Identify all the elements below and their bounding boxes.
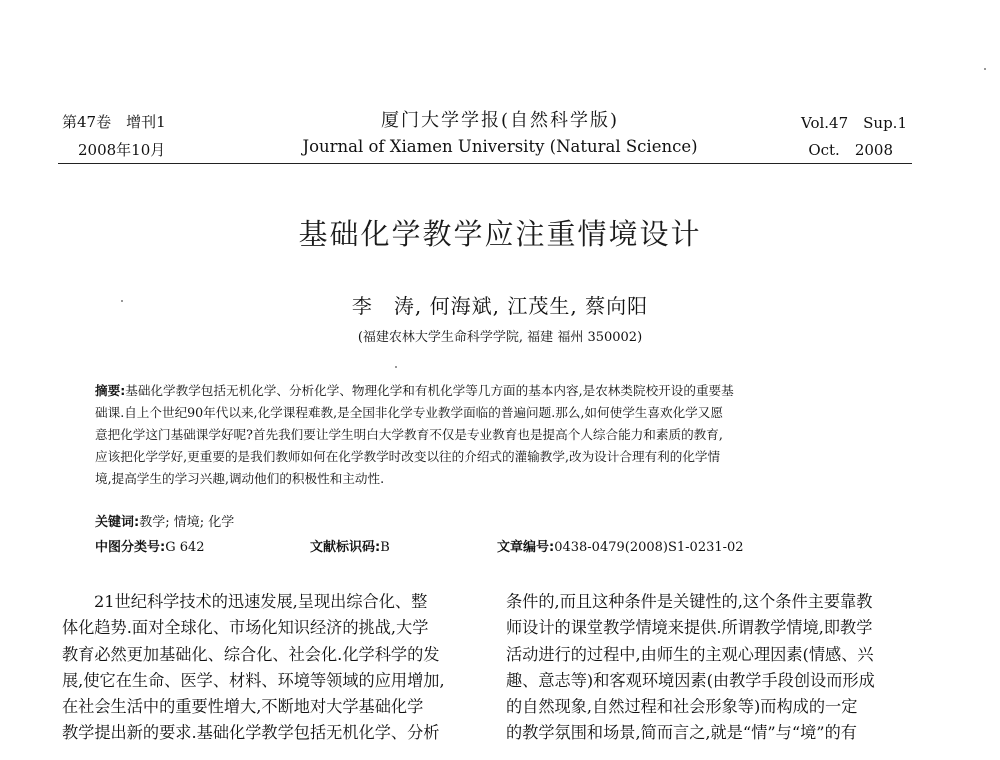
- scan-speck: [984, 68, 986, 70]
- abstract-line: 应该把化学学好,更重要的是我们教师如何在化学教学时改变以往的介绍式的灌输教学,改为设计合理有利的化学情: [95, 449, 721, 464]
- article-number-value: 0438-0479(2008)S1-0231-02: [554, 540, 744, 555]
- body-line: 展,使它在生命、医学、材料、环境等领域的应用增加,: [62, 670, 445, 690]
- article-number: [497, 536, 744, 555]
- body-right-column: [506, 589, 910, 747]
- clc-label: 中图分类号:: [95, 540, 166, 555]
- clc-number: [95, 536, 205, 555]
- article-title: 基础化学教学应注重情境设计: [298, 217, 702, 251]
- journal-date-en: Oct. 2008: [808, 141, 893, 159]
- body-line: 体化趋势.面对全球化、市场化知识经济的挑战,大学: [62, 618, 429, 638]
- scan-speck: [395, 366, 397, 368]
- journal-name-en: Journal of Xiamen University (Natural Science): [302, 137, 698, 156]
- abstract-line: 摘要:基础化学教学包括无机化学、分析化学、物理化学和有机化学等几方面的基本内容,是农林类院校开设的重要基: [95, 383, 734, 398]
- clc-value: G 642: [165, 540, 205, 555]
- abstract: [95, 380, 897, 490]
- document-code-value: B: [380, 540, 390, 555]
- journal-date-cn: 2008年10月: [78, 141, 166, 159]
- abstract-line: 础课.自上个世纪90年代以来,化学课程难教,是全国非化学专业教学面临的普遍问题.那么,如何使学生喜欢化学又愿: [95, 405, 723, 420]
- body-line: 的教学氛围和场景,简而言之,就是“情”与“境”的有: [506, 723, 857, 743]
- header-rule: [58, 163, 912, 164]
- journal-volume-en: Vol.47 Sup.1: [801, 114, 907, 132]
- body-line: 教学提出新的要求.基础化学教学包括无机化学、分析: [62, 723, 440, 743]
- abstract-label: 摘要:: [95, 383, 126, 398]
- body-line: 活动进行的过程中,由师生的主观心理因素(情感、兴: [506, 644, 874, 664]
- keywords-label: 关键词:: [95, 515, 140, 530]
- body-line: 条件的,而且这种条件是关键性的,这个条件主要靠教: [506, 592, 873, 611]
- document-code: [310, 536, 390, 555]
- journal-name-cn: 厦门大学学报(自然科学版): [380, 110, 620, 131]
- body-line: 趣、意志等)和客观环境因素(由教学手段创设而形成: [506, 670, 875, 690]
- scan-speck: [121, 300, 123, 302]
- body-line: 的自然现象,自然过程和社会形象等)而构成的一定: [506, 697, 858, 717]
- body-left-column: [62, 589, 466, 747]
- body-line: 教育必然更加基础化、综合化、社会化.化学科学的发: [62, 644, 440, 664]
- article-authors: 李 涛, 何海斌, 江茂生, 蔡向阳: [351, 294, 649, 318]
- article-affiliation: (福建农林大学生命科学学院, 福建 福州 350002): [357, 330, 643, 345]
- article-number-label: 文章编号:: [497, 540, 555, 555]
- body-line: 师设计的课堂教学情境来提供.所谓教学情境,即教学: [506, 618, 873, 638]
- keywords-value: 教学; 情境; 化学: [139, 515, 235, 530]
- document-code-label: 文献标识码:: [310, 540, 381, 555]
- abstract-line: 境,提高学生的学习兴趣,调动他们的积极性和主动性.: [95, 471, 385, 486]
- keywords: [95, 511, 234, 530]
- body-line: 21世纪科学技术的迅速发展,呈现出综合化、整: [94, 592, 428, 611]
- journal-volume-issue: 第47卷 增刊1: [62, 113, 166, 131]
- abstract-line: 意把化学这门基础课学好呢?首先我们要让学生明白大学教育不仅是专业教育也是提高个人综合能力和素质的教育,: [95, 427, 723, 442]
- body-line: 在社会生活中的重要性增大,不断地对大学基础化学: [62, 697, 424, 717]
